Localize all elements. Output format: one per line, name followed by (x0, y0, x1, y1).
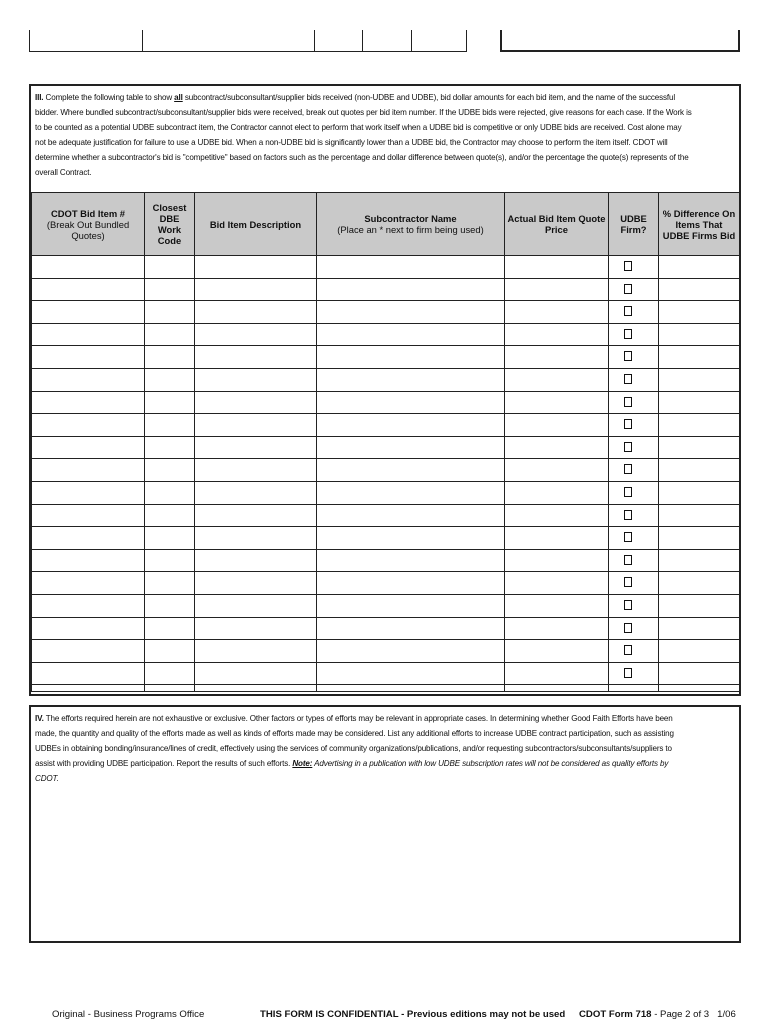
udbe-checkbox[interactable] (624, 374, 632, 384)
entry-cell[interactable] (145, 504, 195, 527)
entry-cell[interactable] (659, 414, 740, 437)
header-subcontractor-name: Subcontractor Name (Place an * next to firm being used) (317, 193, 505, 256)
entry-cell[interactable] (195, 278, 317, 301)
entry-cell[interactable] (609, 662, 659, 685)
footer-date: 1/06 (717, 1009, 736, 1020)
entry-cell[interactable] (317, 301, 505, 324)
udbe-checkbox[interactable] (624, 419, 632, 429)
entry-cell[interactable] (32, 256, 145, 279)
entry-cell[interactable] (609, 617, 659, 640)
entry-cell[interactable] (317, 323, 505, 346)
entry-cell[interactable] (32, 572, 145, 595)
entry-cell[interactable] (609, 414, 659, 437)
table-row (32, 459, 740, 482)
entry-cell[interactable] (659, 617, 740, 640)
entry-cell[interactable] (505, 617, 609, 640)
entry-cell[interactable] (32, 594, 145, 617)
entry-cell[interactable] (609, 278, 659, 301)
table-row (32, 481, 740, 504)
entry-cell[interactable] (609, 323, 659, 346)
entry-cell[interactable] (145, 640, 195, 663)
udbe-checkbox[interactable] (624, 510, 632, 520)
table-row (32, 391, 740, 414)
udbe-checkbox[interactable] (624, 645, 632, 655)
entry-cell[interactable] (505, 368, 609, 391)
entry-cell[interactable] (32, 459, 145, 482)
udbe-checkbox[interactable] (624, 351, 632, 361)
udbe-checkbox[interactable] (624, 464, 632, 474)
entry-cell[interactable] (145, 527, 195, 550)
entry-cell[interactable] (609, 301, 659, 324)
table-row (32, 549, 740, 572)
top-cell[interactable] (363, 30, 412, 51)
entry-cell[interactable] (659, 685, 740, 692)
udbe-checkbox[interactable] (624, 284, 632, 294)
entry-cell[interactable] (32, 323, 145, 346)
entry-cell[interactable] (317, 436, 505, 459)
bids-table-header (32, 193, 740, 256)
section-4-instructions (35, 711, 693, 786)
entry-cell[interactable] (195, 572, 317, 595)
entry-cell[interactable] (32, 685, 145, 692)
entry-cell[interactable] (659, 278, 740, 301)
section-4-note-label: Note: (292, 758, 313, 768)
entry-cell[interactable] (505, 685, 609, 692)
table-row (32, 527, 740, 550)
entry-cell[interactable] (609, 256, 659, 279)
udbe-checkbox[interactable] (624, 555, 632, 565)
header-bid-item: CDOT Bid Item # (Break Out Bundled Quotes) (32, 193, 145, 256)
table-row (32, 256, 740, 279)
header-udbe-firm: UDBE Firm? (609, 193, 659, 256)
entry-cell[interactable] (317, 662, 505, 685)
entry-cell[interactable] (609, 368, 659, 391)
top-cell[interactable] (143, 30, 314, 51)
entry-cell[interactable] (317, 527, 505, 550)
entry-cell[interactable] (145, 436, 195, 459)
udbe-checkbox[interactable] (624, 532, 632, 542)
table-row (32, 368, 740, 391)
entry-cell[interactable] (609, 391, 659, 414)
entry-cell[interactable] (145, 662, 195, 685)
entry-cell[interactable] (505, 414, 609, 437)
entry-cell[interactable] (145, 368, 195, 391)
udbe-checkbox[interactable] (624, 306, 632, 316)
entry-cell[interactable] (145, 617, 195, 640)
entry-cell[interactable] (505, 481, 609, 504)
entry-cell[interactable] (505, 504, 609, 527)
entry-cell[interactable] (195, 617, 317, 640)
entry-cell[interactable] (145, 549, 195, 572)
entry-cell[interactable] (505, 549, 609, 572)
entry-cell[interactable] (145, 481, 195, 504)
entry-cell[interactable] (659, 256, 740, 279)
entry-cell[interactable] (145, 391, 195, 414)
bids-table-body (32, 256, 740, 692)
entry-cell[interactable] (609, 640, 659, 663)
udbe-checkbox[interactable] (624, 261, 632, 271)
entry-cell[interactable] (609, 504, 659, 527)
entry-cell[interactable] (505, 527, 609, 550)
table-row (32, 617, 740, 640)
table-row (32, 346, 740, 369)
entry-cell[interactable] (145, 685, 195, 692)
entry-cell[interactable] (659, 594, 740, 617)
entry-cell[interactable] (32, 662, 145, 685)
top-cell[interactable] (30, 30, 143, 51)
entry-cell[interactable] (195, 436, 317, 459)
entry-cell[interactable] (195, 594, 317, 617)
bids-table (31, 192, 740, 692)
entry-cell[interactable] (195, 368, 317, 391)
entry-cell[interactable] (32, 481, 145, 504)
udbe-checkbox[interactable] (624, 442, 632, 452)
table-row (32, 662, 740, 685)
udbe-checkbox[interactable] (624, 623, 632, 633)
entry-cell[interactable] (32, 301, 145, 324)
footer-confidential: THIS FORM IS CONFIDENTIAL - Previous editions may not be used (260, 1009, 566, 1020)
entry-cell[interactable] (195, 346, 317, 369)
entry-cell[interactable] (659, 301, 740, 324)
entry-cell[interactable] (145, 301, 195, 324)
entry-cell[interactable] (195, 323, 317, 346)
entry-cell[interactable] (609, 572, 659, 595)
entry-cell[interactable] (317, 278, 505, 301)
udbe-checkbox[interactable] (624, 600, 632, 610)
entry-cell[interactable] (195, 640, 317, 663)
footer-form-name: CDOT Form 718 (579, 1009, 652, 1020)
entry-cell[interactable] (145, 572, 195, 595)
entry-cell[interactable] (195, 504, 317, 527)
header-work-code: Closest DBE Work Code (145, 193, 195, 256)
entry-cell[interactable] (659, 662, 740, 685)
section-3-instructions (35, 90, 693, 180)
entry-cell[interactable] (145, 256, 195, 279)
entry-cell[interactable] (659, 459, 740, 482)
entry-cell[interactable] (505, 323, 609, 346)
entry-cell[interactable] (659, 323, 740, 346)
entry-cell[interactable] (32, 640, 145, 663)
entry-cell[interactable] (145, 346, 195, 369)
entry-cell[interactable] (317, 346, 505, 369)
udbe-checkbox[interactable] (624, 329, 632, 339)
entry-cell[interactable] (659, 549, 740, 572)
section-3-emphasis: all (174, 92, 183, 102)
entry-cell[interactable] (195, 414, 317, 437)
entry-cell[interactable] (32, 414, 145, 437)
top-right-box (500, 30, 740, 52)
entry-cell[interactable] (609, 459, 659, 482)
entry-cell[interactable] (317, 256, 505, 279)
table-row (32, 572, 740, 595)
entry-cell[interactable] (659, 391, 740, 414)
table-row (32, 685, 740, 692)
entry-cell[interactable] (32, 391, 145, 414)
entry-cell[interactable] (317, 504, 505, 527)
entry-cell[interactable] (659, 481, 740, 504)
entry-cell[interactable] (609, 346, 659, 369)
top-cell[interactable] (315, 30, 364, 51)
top-partial-table (29, 30, 467, 52)
footer-left: Original - Business Programs Office (52, 1009, 205, 1020)
entry-cell[interactable] (317, 414, 505, 437)
header-quote-price: Actual Bid Item Quote Price (505, 193, 609, 256)
entry-cell[interactable] (659, 572, 740, 595)
entry-cell[interactable] (659, 346, 740, 369)
entry-cell[interactable] (505, 436, 609, 459)
entry-cell[interactable] (195, 549, 317, 572)
entry-cell[interactable] (659, 368, 740, 391)
entry-cell[interactable] (317, 594, 505, 617)
entry-cell[interactable] (659, 436, 740, 459)
entry-cell[interactable] (195, 685, 317, 692)
header-percent-difference: % Difference On Items That UDBE Firms Bid (659, 193, 740, 256)
entry-cell[interactable] (195, 391, 317, 414)
entry-cell[interactable] (609, 685, 659, 692)
entry-cell[interactable] (505, 662, 609, 685)
entry-cell[interactable] (505, 301, 609, 324)
table-row (32, 640, 740, 663)
entry-cell[interactable] (505, 346, 609, 369)
entry-cell[interactable] (659, 640, 740, 663)
entry-cell[interactable] (505, 594, 609, 617)
section-4 (29, 705, 741, 943)
entry-cell[interactable] (195, 527, 317, 550)
entry-cell[interactable] (32, 436, 145, 459)
entry-cell[interactable] (317, 572, 505, 595)
entry-cell[interactable] (32, 504, 145, 527)
table-row (32, 594, 740, 617)
entry-cell[interactable] (145, 459, 195, 482)
entry-cell[interactable] (317, 368, 505, 391)
section-4-label: IV. (35, 713, 44, 723)
section-4-text: The efforts required herein are not exhaustive or exclusive. Other factors or types of efforts may be relevant in appropriate cases. In determining whether Good Faith Efforts have been made, the quantity and quality of the efforts made as well as kinds of efforts made may be considered. List any additional efforts to increase UDBE contract participation, such as assisting UDBEs in obtaining bonding/insurance/lines of credit, effectively using the services of community organizations/publications, and/or requesting subcontractors/subconsultants/suppliers to assist with providing UDBE participation. Report the results of such efforts. (35, 713, 674, 768)
entry-cell[interactable] (195, 459, 317, 482)
entry-cell[interactable] (505, 391, 609, 414)
section-4-note-text: Advertising in a publication with low UDBE subscription rates will not be considered as quality efforts by CDOT. (35, 758, 669, 783)
entry-cell[interactable] (145, 278, 195, 301)
entry-cell[interactable] (505, 459, 609, 482)
header-description: Bid Item Description (195, 193, 317, 256)
section-3-label: III. (35, 92, 44, 102)
entry-cell[interactable] (32, 617, 145, 640)
section-3 (29, 84, 741, 696)
entry-cell[interactable] (609, 436, 659, 459)
entry-cell[interactable] (659, 527, 740, 550)
entry-cell[interactable] (317, 459, 505, 482)
entry-cell[interactable] (609, 481, 659, 504)
entry-cell[interactable] (317, 549, 505, 572)
entry-cell[interactable] (505, 256, 609, 279)
entry-cell[interactable] (505, 278, 609, 301)
entry-cell[interactable] (505, 640, 609, 663)
udbe-checkbox[interactable] (624, 397, 632, 407)
footer-form-id (579, 1009, 736, 1020)
entry-cell[interactable] (659, 504, 740, 527)
udbe-checkbox[interactable] (624, 487, 632, 497)
section-3-text-b: subcontract/subconsultant/supplier bids received (non-UDBE and UDBE), bid dollar amounts for each bid item, and the name of the successful bidder. Where bundled subcontract/subconsultant/supplier bids were received, break out quotes per bid item number. If the UDBE bids were rejected, give reasons for each case. If the Work is to be counted as a potential UDBE subcontract item, the Contractor cannot elect to perform that work itself when a UDBE bid is competitive or only UDBE bids are received. Cost alone may not be adequate justification for failure to use a UDBE bid. When a non-UDBE bid is significantly lower than a UDBE bid, the Contractor may choose to perform the item itself. CDOT will determine whether a subcontractor's bid is "competitive" based on factors such as the percentage and dollar difference between quote(s), and/or the percentage the quote(s) represents of the overall Contract. (35, 92, 692, 177)
table-row (32, 278, 740, 301)
entry-cell[interactable] (609, 549, 659, 572)
entry-cell[interactable] (317, 617, 505, 640)
entry-cell[interactable] (195, 481, 317, 504)
entry-cell[interactable] (145, 414, 195, 437)
entry-cell[interactable] (195, 301, 317, 324)
entry-cell[interactable] (317, 391, 505, 414)
entry-cell[interactable] (145, 594, 195, 617)
entry-cell[interactable] (32, 278, 145, 301)
entry-cell[interactable] (317, 640, 505, 663)
entry-cell[interactable] (32, 346, 145, 369)
entry-cell[interactable] (195, 662, 317, 685)
entry-cell[interactable] (32, 549, 145, 572)
table-row (32, 504, 740, 527)
table-row (32, 301, 740, 324)
entry-cell[interactable] (32, 527, 145, 550)
entry-cell[interactable] (32, 368, 145, 391)
entry-cell[interactable] (195, 256, 317, 279)
udbe-checkbox[interactable] (624, 668, 632, 678)
entry-cell[interactable] (145, 323, 195, 346)
footer-page: - Page 2 of 3 (654, 1009, 710, 1020)
top-cell[interactable] (412, 30, 466, 51)
entry-cell[interactable] (317, 481, 505, 504)
section-3-text-a: Complete the following table to show (45, 92, 173, 102)
table-row (32, 323, 740, 346)
udbe-checkbox[interactable] (624, 577, 632, 587)
entry-cell[interactable] (505, 572, 609, 595)
table-row (32, 436, 740, 459)
table-row (32, 414, 740, 437)
entry-cell[interactable] (317, 685, 505, 692)
entry-cell[interactable] (609, 527, 659, 550)
entry-cell[interactable] (609, 594, 659, 617)
